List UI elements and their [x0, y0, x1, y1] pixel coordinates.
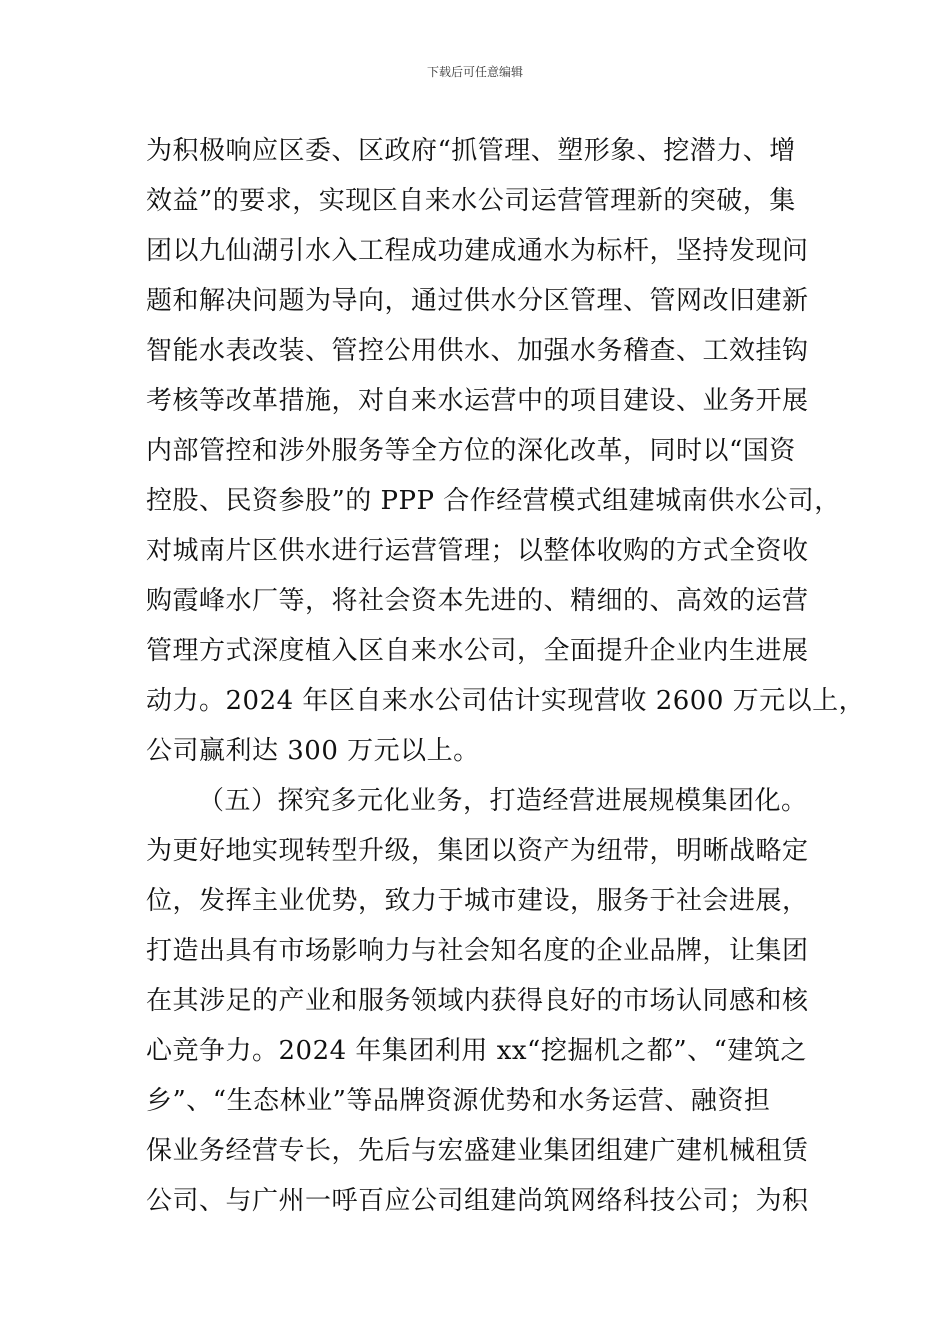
- page-header: 下载后可任意编辑: [426, 65, 523, 79]
- text-line: 为积极响应区委、区政府“抓管理、塑形象、挖潜力、增: [146, 136, 796, 166]
- text-line: 团以九仙湖引水入工程成功建成通水为标杆，坚持发现问: [146, 236, 809, 266]
- text-line: 位，发挥主业优势，致力于城市建设，服务于社会进展，: [146, 886, 809, 916]
- text-line: 为更好地实现转型升级，集团以资产为纽带，明晰战略定: [146, 836, 809, 866]
- text-line: 动力。2024 年区自来水公司估计实现营收 2600 万元以上，: [146, 686, 866, 716]
- text-line: 心竞争力。2024 年集团利用 xx“挖掘机之都”、“建筑之: [146, 1036, 807, 1066]
- text-line: 在其涉足的产业和服务领域内获得良好的市场认同感和核: [146, 986, 809, 1016]
- text-line: 管理方式深度植入区自来水公司，全面提升企业内生进展: [146, 636, 809, 666]
- text-line: 打造出具有市场影响力与社会知名度的企业品牌，让集团: [146, 936, 809, 966]
- text-line: 内部管控和涉外服务等全方位的深化改革，同时以“国资: [146, 436, 796, 466]
- text-line: 效益”的要求，实现区自来水公司运营管理新的突破，集: [146, 186, 796, 216]
- text-line: 智能水表改装、管控公用供水、加强水务稽查、工效挂钩: [146, 336, 809, 366]
- text-line: 题和解决问题为导向，通过供水分区管理、管网改旧建新: [146, 286, 809, 316]
- text-line: 购霞峰水厂等，将社会资本先进的、精细的、高效的运营: [146, 586, 809, 616]
- text-line: 公司、与广州一呼百应公司组建尚筑网络科技公司；为积: [146, 1186, 809, 1216]
- document-body: [146, 126, 866, 1226]
- text-line: 控股、民资参股”的 PPP 合作经营模式组建城南供水公司，: [146, 486, 841, 516]
- text-line: 对城南片区供水进行运营管理；以整体收购的方式全资收: [146, 536, 809, 566]
- text-line: 公司赢利达 300 万元以上。: [146, 736, 480, 766]
- text-line: 考核等改革措施，对自来水运营中的项目建设、业务开展: [146, 386, 809, 416]
- text-line: 保业务经营专长，先后与宏盛建业集团组建广建机械租赁: [146, 1136, 809, 1166]
- section-heading-line: （五）探究多元化业务，打造经营进展规模集团化。: [198, 786, 808, 816]
- text-line: 乡”、“生态林业”等品牌资源优势和水务运营、融资担: [146, 1086, 771, 1116]
